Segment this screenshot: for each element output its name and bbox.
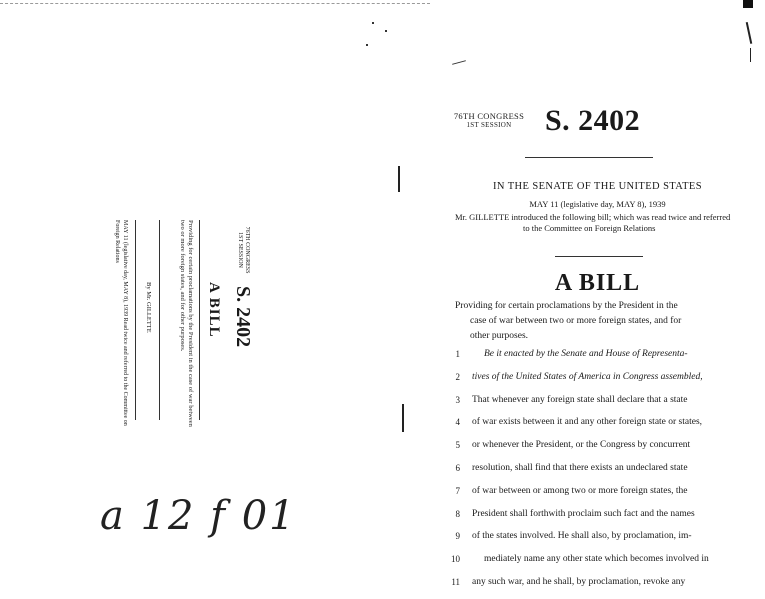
bill-line: 11 any such war, and he shall, by proclamation, revoke any	[451, 576, 686, 587]
bill-line: 3 That whenever any foreign state shall declare that a state	[455, 394, 688, 405]
margin-tick-mark	[750, 48, 752, 62]
scan-speck	[385, 30, 387, 32]
introduction-date: MAY 11 (legislative day, MAY 8), 1939	[529, 199, 666, 209]
bill-text	[448, 348, 748, 599]
handwritten-note: a 12 f 01	[100, 493, 297, 539]
jacket-divider	[135, 220, 136, 420]
fold-mark	[398, 166, 400, 192]
bill-line: 7 of war between or among two or more foreign states, the	[455, 485, 688, 496]
bill-purpose: Providing for certain proclamations by the President in the case of war between two or more foreign states, and for other purposes.	[455, 301, 682, 341]
bill-line: 4 of war exists between it and any other foreign state or states,	[455, 417, 703, 428]
scan-speck	[452, 60, 466, 65]
introduction-statement: Mr. GILLETTE introduced the following bill; which was read twice and referred to the Committee on Foreign Relations	[455, 212, 731, 233]
bill-line: 9 of the states involved. He shall also, by proclamation, im-	[455, 531, 692, 542]
bill-title: A BILL	[554, 270, 641, 296]
jacket-purpose: Providing for certain proclamations by the President in the case of war between two or more foreign states, and for other purposes.	[179, 220, 194, 427]
bill-line: 5 or whenever the President, or the Congress by concurrent	[455, 440, 691, 451]
bill-line: 6 resolution, shall find that there exists an undeclared state	[455, 462, 688, 473]
intro-divider	[555, 256, 643, 257]
jacket-title: A BILL	[206, 282, 222, 338]
corner-registration-mark	[743, 0, 753, 8]
page-top-dashed-edge	[0, 3, 430, 4]
jacket-record: MAY 11 (legislative day, MAY 8), 1939 Read twice and referred to the Committee on Foreign Relations	[114, 220, 128, 426]
bill-line: 2 tives of the United States of America in Congress assembled,	[455, 371, 703, 382]
congress-session-label: 76TH CONGRESS 1ST SESSION	[453, 111, 525, 129]
bill-jacket	[70, 220, 254, 440]
bill-line: 8 President shall forthwith proclaim such fact and the names	[455, 508, 695, 519]
scan-speck	[366, 44, 368, 46]
jacket-divider	[159, 220, 160, 420]
fold-mark	[402, 404, 404, 432]
bill-line: 10 mediately name any other state which becomes involved in	[451, 554, 709, 565]
jacket-sponsor: By Mr. GILLETTE	[145, 282, 152, 333]
jacket-divider	[199, 220, 200, 420]
jacket-bill-number: S. 2402	[232, 286, 254, 348]
margin-tick-mark	[745, 22, 751, 44]
bill-line: 1 Be it enacted by the Senate and House of Representa-	[455, 349, 688, 359]
scan-speck	[372, 22, 374, 24]
chamber-heading: IN THE SENATE OF THE UNITED STATES	[493, 181, 702, 192]
header-divider	[525, 157, 653, 158]
bill-number: S. 2402	[545, 104, 641, 137]
jacket-congress-label: 76TH CONGRESS 1ST SESSION	[237, 226, 250, 274]
